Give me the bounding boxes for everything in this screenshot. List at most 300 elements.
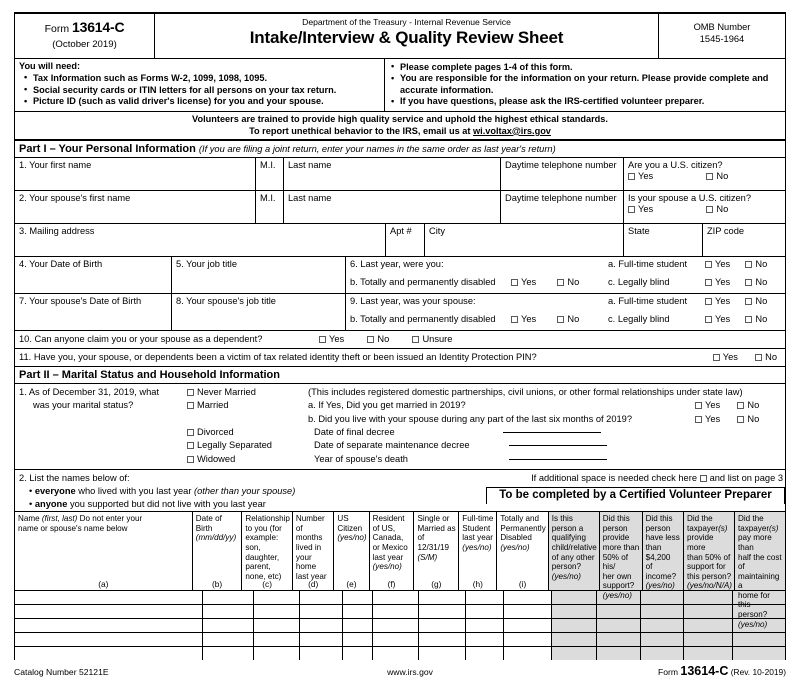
preparer-banner: To be completed by a Certified Volunteer Preparer [486,487,785,504]
column-header-line: example: [245,533,279,543]
part1-table [14,158,786,366]
us-citizen-label: Are you a U.S. citizen? [628,159,723,170]
table-cell[interactable] [300,619,342,632]
table-cell[interactable] [684,605,734,618]
daytime-phone-field[interactable]: Daytime telephone number [501,158,624,190]
option-legally-separated[interactable]: Legally Separated [187,439,308,452]
table-cell[interactable] [552,647,597,660]
column-header-line: (mm/dd/yy) [195,533,237,543]
preparer-banner-wrap [376,487,785,504]
q1-line2: was your marital status? [33,400,134,411]
table-cell[interactable] [300,605,342,618]
q9a-label: a. Full-time student [608,295,688,306]
married-sub-a-label: a. If Yes, Did you get married in 2019? [308,400,466,411]
spouse-us-citizen-label: Is your spouse a U.S. citizen? [628,192,751,203]
dependents-column-header [242,512,293,590]
column-header-line: last year [295,571,327,581]
part1-title: Part I – Your Personal Information [19,142,196,155]
table-cell[interactable] [343,619,374,632]
column-header-line: person a [551,523,584,533]
column-header-line: Married as [417,523,456,533]
dependents-column-header [643,512,684,590]
form-number-line [15,19,154,35]
checkbox-icon[interactable] [737,402,744,409]
table-cell[interactable] [419,591,465,604]
column-header-line: months [295,533,323,543]
q2-right-block [376,470,785,511]
table-row [15,619,785,633]
table-cell[interactable] [466,605,505,618]
column-header-line: of 12/31/19 [417,533,449,552]
irs-website[interactable]: www.irs.gov [387,667,433,678]
form-title-block [155,14,659,58]
checkbox-icon[interactable] [705,316,712,323]
column-header-line: have less [645,533,680,543]
column-header-line: (yes/no/N/A) [687,581,732,591]
omb-block [659,14,785,58]
table-cell[interactable] [343,633,374,646]
q11-options: Yes No [713,352,781,364]
table-cell[interactable] [419,605,465,618]
column-header-line: parent, [245,562,271,572]
checkbox-icon[interactable] [713,354,720,361]
table-cell[interactable] [343,591,374,604]
column-letter: (h) [472,578,483,589]
table-cell[interactable] [203,619,254,632]
checkbox-icon[interactable] [187,389,194,396]
column-header-line: (yes/no) [500,542,530,552]
checkbox-icon[interactable] [705,298,712,305]
date-final-decree-label: Date of final decree [314,426,395,437]
table-cell[interactable] [254,633,300,646]
checkbox-icon[interactable] [755,354,762,361]
omb-label: OMB Number [693,22,751,32]
column-header-line: half the cost of [738,552,782,572]
page-title: Intake/Interview & Quality Review Sheet [249,28,564,47]
table-cell[interactable] [254,605,300,618]
dependents-column-header [293,512,334,590]
column-letter: (b) [211,578,223,589]
spouse-us-citizen-options [628,204,781,216]
form-label: Form [44,23,70,35]
q11-block [15,349,785,366]
q6c-options: Yes No [701,275,785,293]
column-header-line: support? [602,581,635,591]
table-cell[interactable] [419,619,465,632]
city-field[interactable]: City [425,224,624,256]
form-date: (October 2019) [52,39,117,50]
checkbox-icon[interactable] [187,402,194,409]
table-cell[interactable] [684,591,734,604]
table-cell[interactable] [504,591,552,604]
year-spouse-death-label: Year of spouse's death [314,453,408,464]
checkbox-icon[interactable] [557,279,564,286]
spouse-status-block [346,294,785,330]
q2-instructions [15,470,376,511]
q2-bullet-1: • everyone who lived with you last year (other than your spouse) [29,486,296,497]
dependents-column-header [735,512,785,629]
table-cell[interactable] [15,633,203,646]
column-header-line: home for this [738,590,770,610]
column-header-line: her own [602,571,632,581]
table-cell[interactable] [466,619,505,632]
table-cell[interactable] [733,647,785,660]
q6b-label: b. Totally and permanently disabled [350,276,496,287]
table-cell[interactable] [343,647,374,660]
column-header-line: (yes/no) [462,542,492,552]
column-header-line: Permanently [500,523,546,533]
marital-status-question [19,386,187,466]
spouse-daytime-phone-field[interactable]: Daytime telephone number [501,191,624,223]
table-cell[interactable] [504,619,552,632]
checkbox-icon[interactable] [706,206,713,213]
part1-banner [14,141,786,158]
column-header-line: taxpayer(s) [738,523,779,533]
table-row [15,647,785,660]
no-label: No [716,171,729,182]
column-header-line: child/relative [551,542,597,552]
list-item: • Picture ID (such as valid driver's license) for you and your spouse. [19,96,380,107]
table-cell[interactable] [300,647,342,660]
table-cell[interactable] [254,647,300,660]
dependents-column-header [600,512,643,600]
column-letter: (i) [518,578,527,589]
marital-status-options [187,386,781,466]
column-header-line: maintaining a [738,571,780,591]
spouse-dob-field[interactable]: 7. Your spouse's Date of Birth [15,294,172,330]
table-cell[interactable] [254,591,300,604]
table-cell[interactable] [466,633,505,646]
column-header-line: qualifying [551,533,586,543]
checkbox-icon[interactable] [187,456,194,463]
us-citizen-question [624,158,785,190]
checkbox-icon[interactable] [557,316,564,323]
column-header-line: US [337,514,349,524]
column-header-line: pay more than [738,533,772,552]
date-separate-maintenance-label: Date of separate maintenance decree [314,440,470,451]
taxpayer-name-row [15,158,785,191]
q10-options: Yes No Unsure [319,334,452,346]
column-header-line: Did this [602,514,630,524]
table-cell[interactable] [466,647,505,660]
table-cell[interactable] [300,591,342,604]
column-header-line: Name (first, last) Do not enter your [18,514,143,524]
volunteer-notice-line2 [15,125,785,137]
column-header-line: Student [462,523,491,533]
form-number: 13614-C [72,19,125,35]
column-header-line: (yes/no) [738,619,768,629]
table-cell[interactable] [641,591,683,604]
table-cell[interactable] [597,633,641,646]
checkbox-icon[interactable] [187,429,194,436]
checkbox-icon[interactable] [705,261,712,268]
column-header-line: Is this [551,514,573,524]
volunteer-email-link[interactable]: wi.voltax@irs.gov [473,125,551,136]
q6b-options: Yes No [507,275,604,293]
column-header-line: last year [462,533,493,543]
table-cell[interactable] [203,605,254,618]
list-item: • Please complete pages 1-4 of this form. [389,62,781,73]
part2-marital-block [14,384,786,470]
footer-revision: (Rev. 10-2019) [730,667,786,678]
spouse-job-title-field[interactable]: 8. Your spouse's job title [172,294,346,330]
spouse-first-name-field[interactable]: 2. Your spouse's first name [15,191,256,223]
spouse-last-name-field[interactable]: Last name [284,191,501,223]
q9b-label: b. Totally and permanently disabled [350,313,496,324]
yes-label: Yes [638,204,654,215]
spouse-dob-row [15,294,785,331]
checkbox-icon[interactable] [737,416,744,423]
table-cell[interactable] [504,633,552,646]
q6a-options: Yes No [701,257,785,275]
column-header-line: or Mexico [372,542,408,552]
spouse-mi-field[interactable]: M.I. [256,191,284,223]
table-cell[interactable] [641,619,683,632]
column-header-line: 50% of his/ [602,552,628,572]
part2-banner [14,366,786,384]
table-cell[interactable] [552,633,597,646]
table-cell[interactable] [15,647,203,660]
column-header-line: Totally and [500,514,540,524]
table-cell[interactable] [597,619,641,632]
dependents-column-header [334,512,369,590]
q9c-label: c. Legally blind [608,313,670,324]
table-cell[interactable] [203,647,254,660]
volunteer-notice-prefix: To report unethical behavior to the IRS, email us at [249,125,474,136]
mailing-address-row [15,224,785,257]
table-row [15,633,785,647]
column-header-line: more than [602,542,640,552]
column-letter: (c) [262,578,272,589]
first-name-field[interactable]: 1. Your first name [15,158,256,190]
footer-form-id [546,664,786,678]
table-cell[interactable] [15,591,203,604]
checkbox-icon[interactable] [745,279,752,286]
q2-title: 2. List the names below of: [19,473,130,484]
column-header-line: (yes/no) [551,571,582,581]
volunteer-notice-line1: Volunteers are trained to provide high quality service and uphold the highest ethical standards. [192,113,608,124]
dob-field[interactable]: 4. Your Date of Birth [15,257,172,293]
q9a-options: Yes No [701,294,785,312]
zip-field[interactable]: ZIP code [707,225,745,236]
column-header-line: of any other [551,552,595,562]
column-header-line: (S/M) [417,552,438,562]
column-header-line: provide [602,533,630,543]
q6a-label: a. Full-time student [608,258,688,269]
apt-field[interactable]: Apt # [386,224,425,256]
column-header-line: Resident [372,514,405,524]
q6-label: 6. Last year, were you: [350,258,444,269]
column-letter: (g) [431,578,442,589]
dependents-column-header [549,512,600,590]
table-cell[interactable] [684,633,734,646]
form-header [14,12,786,59]
q6c-label: c. Legally blind [608,276,670,287]
dependents-table-body [15,591,785,660]
table-cell[interactable] [203,633,254,646]
identity-theft-row [15,349,785,366]
column-header-line: support for [687,562,726,572]
table-cell[interactable] [15,619,203,632]
checkbox-icon[interactable] [367,336,374,343]
job-title-field[interactable]: 5. Your job title [172,257,346,293]
table-cell[interactable] [373,591,419,604]
q10-label: 10. Can anyone claim you or your spouse as a dependent? [19,333,263,344]
column-header-line: son, [245,542,261,552]
married-sub-b-options: Yes No [695,413,781,426]
table-row [15,591,785,605]
table-cell[interactable] [254,619,300,632]
table-cell[interactable] [15,605,203,618]
mailing-address-field[interactable]: 3. Mailing address [15,224,386,256]
checkbox-icon[interactable] [412,336,419,343]
checkbox-icon[interactable] [695,416,702,423]
omb-number: 1545-1964 [699,34,745,44]
checkbox-icon[interactable] [745,316,752,323]
column-header-line: (yes/no) [645,581,675,591]
q2-bullet-2: • anyone you supported but did not live with you last year [29,499,266,510]
column-letter: (f) [387,578,396,589]
list-item: • If you have questions, please ask the IRS-certified volunteer preparer. [389,96,781,107]
checkbox-icon[interactable] [511,316,518,323]
table-cell[interactable] [504,647,552,660]
table-cell[interactable] [373,619,419,632]
dependents-table [14,511,786,660]
taxpayer-status-block [346,257,785,293]
table-cell[interactable] [733,633,785,646]
q9-label: 9. Last year, was your spouse: [350,295,476,306]
table-cell[interactable] [641,633,683,646]
column-header-line: of income? [645,562,677,581]
column-header-line: person? [738,610,768,620]
column-header-line: Canada, [372,533,404,543]
table-cell[interactable] [419,633,465,646]
column-letter: (d) [308,578,319,589]
column-header-line: person [645,523,671,533]
option-married[interactable]: Married [187,399,308,412]
table-cell[interactable] [504,605,552,618]
column-header-line: Single or [417,514,450,524]
yes-label: Yes [638,171,654,182]
checkbox-icon[interactable] [628,206,635,213]
column-header-line: Relationship [245,514,290,524]
table-cell[interactable] [466,591,505,604]
dependents-table-header [15,511,785,629]
dependents-column-header [497,512,548,590]
column-header-line: last year [372,552,404,562]
list-item: • You are responsible for the information on your return. Please provide complete and accurate information. [389,73,781,96]
table-cell[interactable] [373,605,419,618]
column-header-line: to you (for [245,523,282,533]
mi-field[interactable]: M.I. [256,158,284,190]
checkbox-icon[interactable] [745,298,752,305]
column-header-line: Did this [645,514,673,524]
table-cell[interactable] [203,591,254,604]
q9c-options: Yes No [701,312,785,330]
state-field[interactable]: State [624,224,703,256]
column-header-line: Date of Birth [195,514,222,533]
table-cell[interactable] [597,647,641,660]
checkbox-icon[interactable] [319,336,326,343]
department-line: Department of the Treasury - Internal Revenue Service [302,17,511,27]
checkbox-icon[interactable] [745,261,752,268]
table-cell[interactable] [552,605,597,618]
dependent-claim-row [15,331,785,349]
table-cell[interactable] [552,591,597,604]
dependents-column-header [193,512,243,590]
checkbox-icon[interactable] [695,402,702,409]
checkbox-icon[interactable] [706,173,713,180]
dependents-column-header [15,512,193,590]
table-cell[interactable] [597,605,641,618]
checkbox-icon[interactable] [705,279,712,286]
table-cell[interactable] [641,605,683,618]
us-citizen-options [628,171,781,183]
column-letter: (a) [98,578,109,589]
form-sheet [14,12,786,678]
list-item: • Tax Information such as Forms W-2, 1099, 1098, 1095. [19,73,380,84]
column-header-line: of US, [372,523,396,533]
column-header-line: Number of [295,514,325,533]
table-cell[interactable] [300,633,342,646]
option-never-married[interactable]: Never Married [187,386,308,399]
table-cell[interactable] [552,619,597,632]
table-cell[interactable] [684,647,734,660]
form-footer [14,660,786,678]
no-label: No [716,204,729,215]
column-header-line: daughter, [245,552,280,562]
part2-title: Part II – Marital Status and Household Information [19,368,280,381]
you-will-need-column [15,59,385,111]
taxpayer-dob-row [15,257,785,294]
table-cell[interactable] [343,605,374,618]
instructions-list [389,62,781,108]
option-widowed[interactable]: Widowed [187,453,308,466]
year-spouse-death-input[interactable] [509,453,619,466]
q2-header-block [14,470,786,511]
column-letter: (e) [346,578,357,589]
table-cell[interactable] [641,647,683,660]
part1-subtitle: (If you are filing a joint return, enter your names in the same order as last year's return) [198,143,556,154]
checkbox-icon[interactable] [511,279,518,286]
column-header-line: Citizen [337,523,363,533]
spouse-name-row [15,191,785,224]
checkbox-icon[interactable] [628,173,635,180]
q1-line1: 1. As of December 31, 2019, what [19,386,160,397]
requirements-block [14,59,786,112]
married-sub-a-options: Yes No [695,399,781,412]
column-header-line: person [602,523,628,533]
option-divorced[interactable]: Divorced [187,426,308,439]
dependents-column-header [459,512,497,590]
you-will-need-list [19,73,380,108]
table-cell[interactable] [373,647,419,660]
checkbox-icon[interactable] [700,475,707,482]
you-will-need-title: You will need: [19,61,81,71]
column-header-line: lived in [295,542,322,552]
additional-space-line: If additional space is needed check here and list on page 3 [531,473,783,484]
table-cell[interactable] [373,633,419,646]
table-cell[interactable] [684,619,734,632]
column-header-line: Did the [738,514,764,524]
table-cell[interactable] [419,647,465,660]
q11-label: 11. Have you, your spouse, or dependents been a victim of tax related identity theft or been issued an Identity Protection PIN? [19,351,537,362]
list-item: • Social security cards or ITIN letters for all persons on your tax return. [19,85,380,96]
spouse-us-citizen-question [624,191,785,223]
checkbox-icon[interactable] [187,442,194,449]
last-name-field[interactable]: Last name [284,158,501,190]
column-header-line: than $4,200 [645,542,671,562]
